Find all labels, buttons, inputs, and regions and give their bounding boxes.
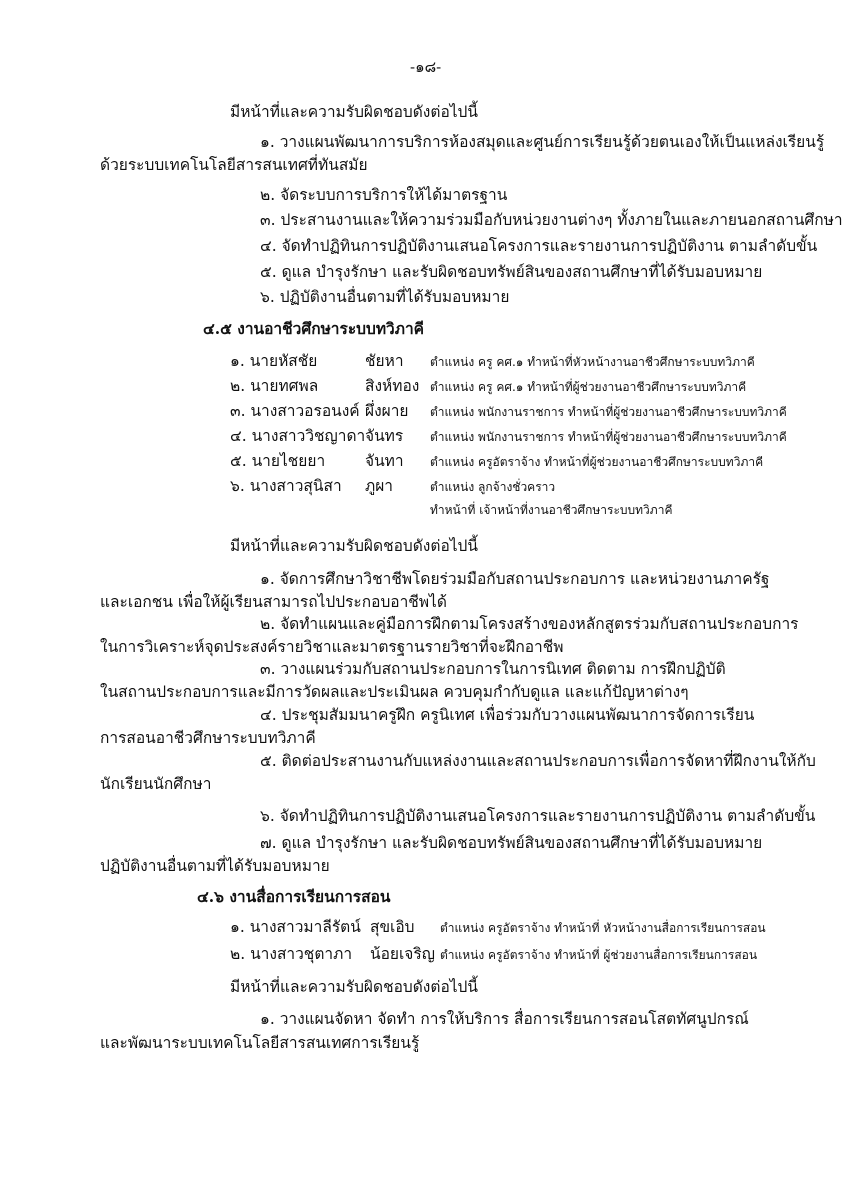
member-45-5-role: ตำแหน่ง ครูอัตราจ้าง ทำหน้าที่ผู้ช่วยงานอาชีวศึกษาระบบทวิภาคี — [430, 455, 764, 469]
member-45-1-name: ๑. นายหัสชัย — [230, 352, 318, 370]
duty-46-1: ๑. วางแผนจัดหา จัดทำ การให้บริการ สื่อการเรียนการสอนโสตทัศนูปกรณ์ — [260, 1010, 749, 1028]
member-46-2-name: ๒. นางสาวชุตาภา — [230, 945, 353, 963]
member-45-6-role-cont: ทำหน้าที่ เจ้าหน้าที่งานอาชีวศึกษาระบบทวิภาคี — [430, 503, 673, 517]
section-heading-46: ๔.๖ งานสื่อการเรียนการสอน — [197, 887, 391, 906]
duty-45-4: ๔. ประชุมสัมมนาครูฝึก ครูนิเทศ เพื่อร่วมกับวางแผนพัฒนาการจัดการเรียน — [260, 706, 755, 724]
member-45-3-name: ๓. นางสาวอรอนงค์ — [230, 402, 360, 420]
duty-45-7: ๗. ดูแล บำรุงรักษา และรับผิดชอบทรัพย์สินของสถานศึกษาที่ได้รับมอบหมาย — [260, 834, 763, 852]
member-45-5-surname: จันทา — [365, 452, 404, 470]
page-number: -๑๘- — [410, 58, 442, 76]
member-46-2-surname: น้อยเจริญ — [370, 945, 435, 963]
duty-45-5-cont: นักเรียนนักศึกษา — [100, 775, 212, 793]
member-45-2-role: ตำแหน่ง ครู คศ.๑ ทำหน้าที่ผู้ช่วยงานอาชีวศึกษาระบบทวิภาคี — [430, 380, 747, 394]
duty-45-6: ๖. จัดทำปฏิทินการปฏิบัติงานเสนอโครงการและรายงานการปฏิบัติงาน ตามลำดับขั้น — [260, 807, 816, 825]
duty-intro-44: มีหน้าที่และความรับผิดชอบดังต่อไปนี้ — [230, 103, 478, 121]
duty-45-7-cont: ปฏิบัติงานอื่นตามที่ได้รับมอบหมาย — [100, 857, 330, 875]
duty-45-5: ๕. ติดต่อประสานงานกับแหล่งงานและสถานประกอบการเพื่อการจัดหาที่ฝึกงานให้กับ — [260, 752, 816, 770]
member-45-3-role: ตำแหน่ง พนักงานราชการ ทำหน้าที่ผู้ช่วยงานอาชีวศึกษาระบบทวิภาคี — [430, 405, 787, 419]
member-45-3-surname: ผึ่งผาย — [365, 402, 409, 420]
member-46-1-surname: สุขเอิบ — [370, 918, 415, 936]
duty-45-2-cont: ในการวิเคราะห์จุดประสงค์รายวิชาและมาตรฐานรายวิชาที่จะฝึกอาชีพ — [100, 638, 564, 656]
member-45-4-surname: จันทร — [365, 427, 404, 445]
member-46-1-name: ๑. นางสาวมาลีรัตน์ — [230, 918, 361, 936]
member-45-4-name: ๔. นางสาววิชญาดา — [230, 427, 366, 445]
member-45-6-name: ๖. นางสาวสุนิสา — [230, 477, 342, 495]
duty-45-3: ๓. วางแผนร่วมกับสถานประกอบการในการนิเทศ ติดตาม การฝึกปฏิบัติ — [260, 660, 726, 678]
duty-45-4-cont: การสอนอาชีวศึกษาระบบทวิภาคี — [100, 729, 316, 747]
member-45-2-surname: สิงห์ทอง — [365, 377, 420, 395]
duty-44-2: ๒. จัดระบบการบริการให้ได้มาตรฐาน — [260, 186, 508, 204]
duty-44-1: ๑. วางแผนพัฒนาการบริการห้องสมุดและศูนย์การเรียนรู้ด้วยตนเองให้เป็นแหล่งเรียนรู้ — [260, 133, 825, 151]
member-45-6-surname: ภูผา — [365, 477, 394, 495]
duty-45-1: ๑. จัดการศึกษาวิชาชีพโดยร่วมมือกับสถานประกอบการ และหน่วยงานภาครัฐ — [260, 570, 770, 588]
duty-44-4: ๔. จัดทำปฏิทินการปฏิบัติงานเสนอโครงการและรายงานการปฏิบัติงาน ตามลำดับขั้น — [260, 237, 818, 255]
member-46-1-role: ตำแหน่ง ครูอัตราจ้าง ทำหน้าที่ หัวหน้างานสื่อการเรียนการสอน — [440, 921, 766, 935]
member-45-2-name: ๒. นายทศพล — [230, 377, 319, 395]
member-46-2-role: ตำแหน่ง ครูอัตราจ้าง ทำหน้าที่ ผู้ช่วยงานสื่อการเรียนการสอน — [440, 948, 758, 962]
member-45-4-role: ตำแหน่ง พนักงานราชการ ทำหน้าที่ผู้ช่วยงานอาชีวศึกษาระบบทวิภาคี — [430, 430, 787, 444]
duty-45-3-cont: ในสถานประกอบการและมีการวัดผลและประเมินผล ควบคุมกำกับดูแล และแก้ปัญหาต่างๆ — [100, 683, 689, 701]
member-45-5-name: ๕. นายไชยยา — [230, 452, 326, 470]
member-45-6-role: ตำแหน่ง ลูกจ้างชั่วคราว — [430, 480, 556, 494]
duty-45-1-cont: และเอกชน เพื่อให้ผู้เรียนสามารถไปประกอบอาชีพได้ — [100, 593, 447, 611]
duty-45-2: ๒. จัดทำแผนและคู่มือการฝึกตามโครงสร้างของหลักสูตรร่วมกับสถานประกอบการ — [260, 615, 799, 633]
section-heading-45: ๔.๕ งานอาชีวศึกษาระบบทวิภาคี — [203, 319, 425, 338]
duty-44-3: ๓. ประสานงานและให้ความร่วมมือกับหน่วยงานต่างๆ ทั้งภายในและภายนอกสถานศึกษา — [260, 211, 843, 229]
duty-46-1-cont: และพัฒนาระบบเทคโนโลยีสารสนเทศการเรียนรู้ — [100, 1034, 420, 1052]
member-45-1-role: ตำแหน่ง ครู คศ.๑ ทำหน้าที่หัวหน้างานอาชีวศึกษาระบบทวิภาคี — [430, 355, 755, 369]
duty-44-5: ๕. ดูแล บำรุงรักษา และรับผิดชอบทรัพย์สินของสถานศึกษาที่ได้รับมอบหมาย — [260, 263, 763, 281]
duty-44-1-cont: ด้วยระบบเทคโนโลยีสารสนเทศที่ทันสมัย — [100, 156, 368, 174]
duty-44-6: ๖. ปฏิบัติงานอื่นตามที่ได้รับมอบหมาย — [260, 288, 510, 306]
duty-intro-45: มีหน้าที่และความรับผิดชอบดังต่อไปนี้ — [230, 537, 478, 555]
member-45-1-surname: ชัยหา — [365, 352, 404, 370]
duty-intro-46: มีหน้าที่และความรับผิดชอบดังต่อไปนี้ — [230, 978, 478, 996]
